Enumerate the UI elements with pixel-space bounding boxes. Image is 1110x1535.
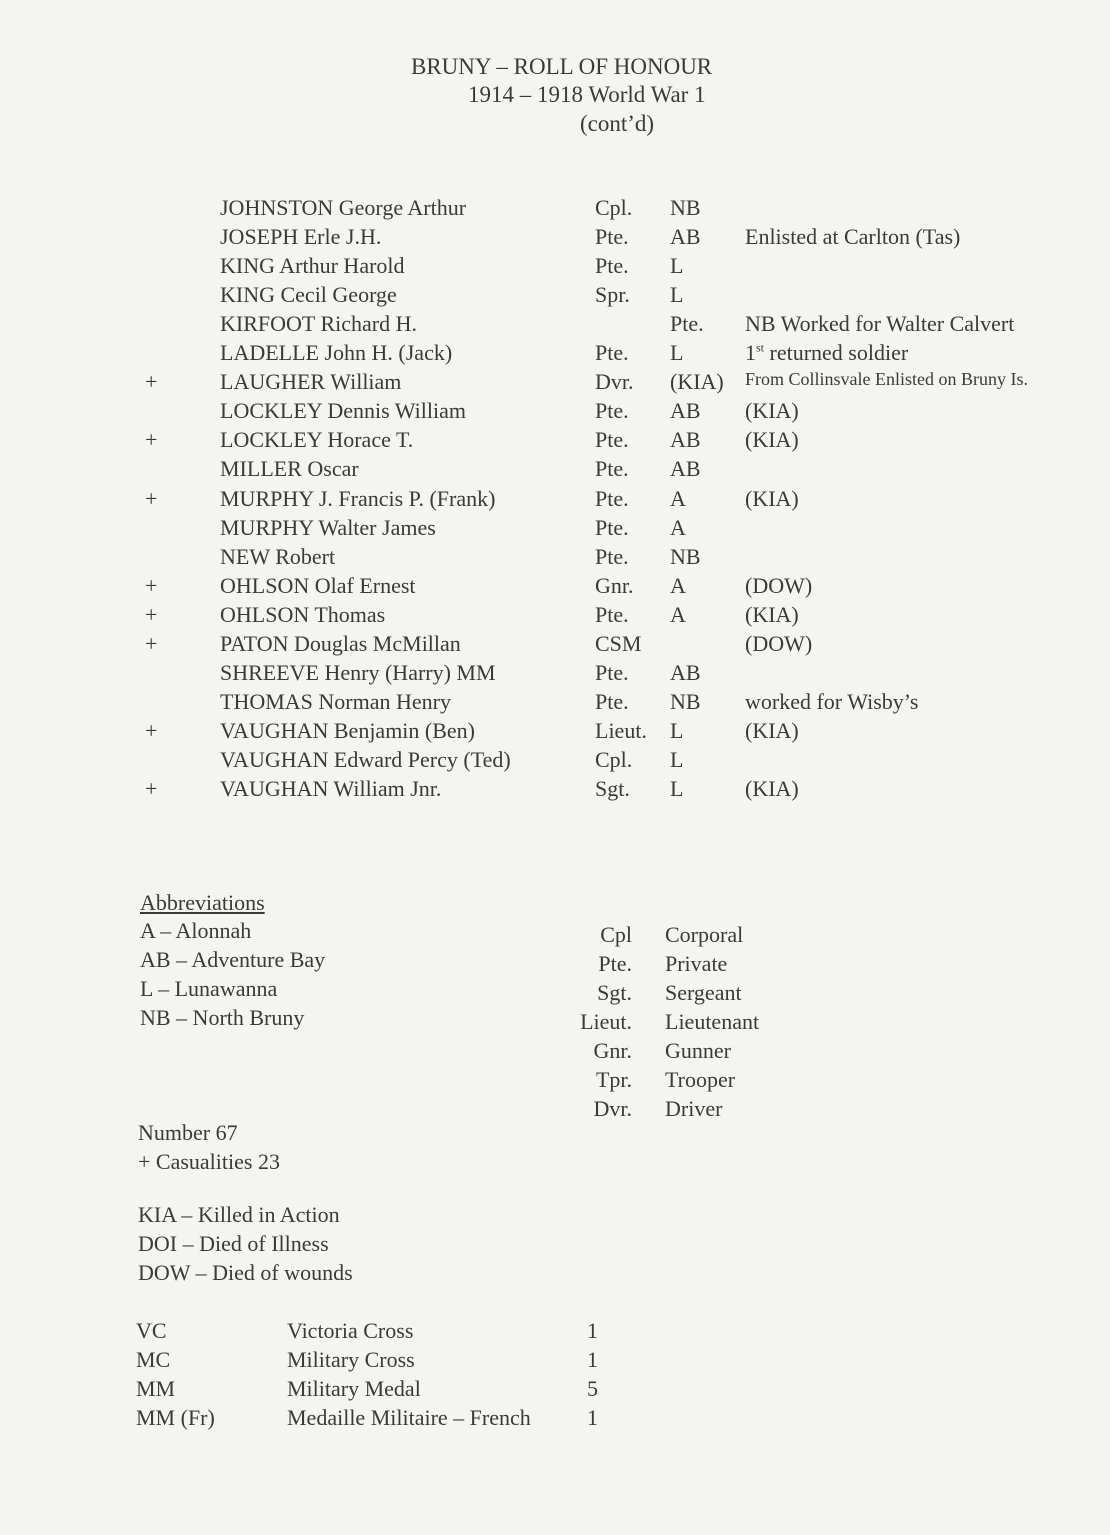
soldier-location: A <box>670 515 686 540</box>
roll-row <box>0 718 1110 747</box>
soldier-note: From Collinsvale Enlisted on Bruny Is. <box>745 369 1028 389</box>
soldier-rank: CSM <box>595 631 642 656</box>
soldier-rank: Pte. <box>595 340 629 365</box>
location-abbreviation: NB – North Bruny <box>140 1005 305 1030</box>
soldier-rank: Lieut. <box>595 718 647 743</box>
casualty-mark: + <box>145 718 158 743</box>
soldier-name: VAUGHAN William Jnr. <box>220 776 442 801</box>
award-code: VC <box>136 1318 167 1343</box>
soldier-name: PATON Douglas McMillan <box>220 631 461 656</box>
soldier-rank: Pte. <box>595 456 629 481</box>
soldier-rank: Pte. <box>595 398 629 423</box>
roll-row <box>0 282 1110 311</box>
roll-row <box>0 456 1110 485</box>
rank-full: Private <box>665 951 728 976</box>
soldier-note: (KIA) <box>745 486 799 511</box>
roll-row <box>0 398 1110 427</box>
soldier-name: THOMAS Norman Henry <box>220 689 451 714</box>
soldier-location: NB <box>670 544 701 569</box>
soldier-location: L <box>670 282 684 307</box>
award-name: Medaille Militaire – French <box>287 1405 531 1430</box>
soldier-location: A <box>670 486 686 511</box>
rank-full: Corporal <box>665 922 744 947</box>
soldier-name: KING Cecil George <box>220 282 397 307</box>
soldier-location: L <box>670 747 684 772</box>
soldier-name: OHLSON Olaf Ernest <box>220 573 416 598</box>
award-name: Military Cross <box>287 1347 415 1372</box>
soldier-name: LADELLE John H. (Jack) <box>220 340 453 365</box>
soldier-rank: Pte. <box>595 427 629 452</box>
rank-full: Lieutenant <box>665 1009 760 1034</box>
soldier-name: MURPHY Walter James <box>220 515 436 540</box>
soldier-note: (KIA) <box>745 718 799 743</box>
award-name: Military Medal <box>287 1376 421 1401</box>
soldier-rank: Dvr. <box>595 369 634 394</box>
roll-row <box>0 195 1110 224</box>
total-casualties: + Casualities 23 <box>138 1149 280 1174</box>
soldier-location: A <box>670 573 686 598</box>
soldier-location: L <box>670 718 684 743</box>
casualty-mark: + <box>145 486 158 511</box>
soldier-name: KIRFOOT Richard H. <box>220 311 417 336</box>
soldier-rank: Pte. <box>595 253 629 278</box>
rank-abbr: Pte. <box>598 951 632 976</box>
award-count: 1 <box>587 1347 598 1372</box>
award-row <box>0 1347 1110 1376</box>
award-row <box>0 1318 1110 1347</box>
soldier-note: (DOW) <box>745 573 813 598</box>
award-code: MM (Fr) <box>136 1405 215 1430</box>
roll-row <box>0 224 1110 253</box>
rank-full: Trooper <box>665 1067 736 1092</box>
soldier-rank: Pte. <box>595 689 629 714</box>
roll-row <box>0 253 1110 282</box>
soldier-rank: Pte. <box>595 515 629 540</box>
soldier-note: 1st returned soldier <box>745 340 909 365</box>
rank-abbr: Gnr. <box>593 1038 632 1063</box>
casualty-mark: + <box>145 573 158 598</box>
soldier-location: NB <box>670 195 701 220</box>
soldier-rank: Spr. <box>595 282 630 307</box>
soldier-location: AB <box>670 456 701 481</box>
soldier-location: A <box>670 602 686 627</box>
casualty-mark: + <box>145 602 158 627</box>
roll-row <box>0 573 1110 602</box>
rank-abbr: Tpr. <box>595 1067 632 1092</box>
location-abbreviation: AB – Adventure Bay <box>140 947 326 972</box>
award-code: MM <box>136 1376 176 1401</box>
roll-row <box>0 340 1110 369</box>
soldier-name: MILLER Oscar <box>220 456 359 481</box>
award-name: Victoria Cross <box>287 1318 414 1343</box>
roll-row <box>0 544 1110 573</box>
casualty-mark: + <box>145 631 158 656</box>
soldier-location: AB <box>670 427 701 452</box>
soldier-note: (KIA) <box>745 398 799 423</box>
soldier-rank: Gnr. <box>595 573 634 598</box>
roll-row <box>0 427 1110 456</box>
soldier-name: OHLSON Thomas <box>220 602 386 627</box>
soldier-rank: Pte. <box>595 486 629 511</box>
soldier-name: MURPHY J. Francis P. (Frank) <box>220 486 496 511</box>
soldier-name: JOHNSTON George Arthur <box>220 195 467 220</box>
roll-row <box>0 631 1110 660</box>
award-count: 5 <box>587 1376 598 1401</box>
soldier-rank: Pte. <box>595 660 629 685</box>
soldier-location: AB <box>670 224 701 249</box>
soldier-note: worked for Wisby’s <box>745 689 919 714</box>
outcome-abbreviation: DOW – Died of wounds <box>138 1260 353 1285</box>
roll-row <box>0 689 1110 718</box>
roll-row <box>0 369 1110 398</box>
soldier-name: SHREEVE Henry (Harry) MM <box>220 660 496 685</box>
soldier-name: VAUGHAN Benjamin (Ben) <box>220 718 476 743</box>
casualty-mark: + <box>145 776 158 801</box>
rank-full: Gunner <box>665 1038 731 1063</box>
abbreviations-heading: Abbreviations <box>140 890 265 915</box>
award-row <box>0 1376 1110 1405</box>
roll-row <box>0 747 1110 776</box>
title-line-2: 1914 – 1918 World War 1 <box>468 82 706 107</box>
soldier-location: L <box>670 253 684 278</box>
soldier-location: L <box>670 776 684 801</box>
soldier-name: KING Arthur Harold <box>220 253 405 278</box>
roll-row <box>0 311 1110 340</box>
soldier-name: LOCKLEY Dennis William <box>220 398 466 423</box>
soldier-rank: Pte. <box>595 224 629 249</box>
soldier-location: Pte. <box>670 311 704 336</box>
soldier-location: L <box>670 340 684 365</box>
location-abbreviation: L – Lunawanna <box>140 976 278 1001</box>
award-count: 1 <box>587 1405 598 1430</box>
outcome-abbreviation: DOI – Died of Illness <box>138 1231 329 1256</box>
rank-full: Sergeant <box>665 980 742 1005</box>
casualty-mark: + <box>145 427 158 452</box>
soldier-note: (KIA) <box>745 427 799 452</box>
soldier-rank: Cpl. <box>595 195 633 220</box>
soldier-location: AB <box>670 398 701 423</box>
soldier-name: VAUGHAN Edward Percy (Ted) <box>220 747 511 772</box>
award-code: MC <box>136 1347 171 1372</box>
outcome-abbreviation: KIA – Killed in Action <box>138 1202 340 1227</box>
roll-row <box>0 776 1110 805</box>
soldier-note: (KIA) <box>745 602 799 627</box>
roll-row <box>0 515 1110 544</box>
rank-abbr: Lieut. <box>580 1009 632 1034</box>
rank-abbr: Cpl <box>600 922 632 947</box>
award-row <box>0 1405 1110 1434</box>
soldier-name: LOCKLEY Horace T. <box>220 427 414 452</box>
soldier-rank: Cpl. <box>595 747 633 772</box>
soldier-name: LAUGHER William <box>220 369 402 394</box>
soldier-name: NEW Robert <box>220 544 336 569</box>
soldier-rank: Pte. <box>595 544 629 569</box>
soldier-location: AB <box>670 660 701 685</box>
soldier-note: NB Worked for Walter Calvert <box>745 311 1015 336</box>
soldier-location: (KIA) <box>670 369 724 394</box>
soldier-name: JOSEPH Erle J.H. <box>220 224 382 249</box>
location-abbreviation: A – Alonnah <box>140 918 252 943</box>
soldier-note: (DOW) <box>745 631 813 656</box>
title-line-3: (cont’d) <box>580 111 655 136</box>
soldier-location: NB <box>670 689 701 714</box>
rank-full: Driver <box>665 1096 723 1121</box>
soldier-note: (KIA) <box>745 776 799 801</box>
roll-row <box>0 660 1110 689</box>
total-number: Number 67 <box>138 1120 238 1145</box>
soldier-note: Enlisted at Carlton (Tas) <box>745 224 961 249</box>
soldier-rank: Sgt. <box>595 776 630 801</box>
roll-row <box>0 486 1110 515</box>
roll-row <box>0 602 1110 631</box>
rank-abbr: Dvr. <box>593 1096 632 1121</box>
award-count: 1 <box>587 1318 598 1343</box>
casualty-mark: + <box>145 369 158 394</box>
title-line-1: BRUNY – ROLL OF HONOUR <box>411 54 713 79</box>
soldier-rank: Pte. <box>595 602 629 627</box>
rank-abbr: Sgt. <box>597 980 632 1005</box>
